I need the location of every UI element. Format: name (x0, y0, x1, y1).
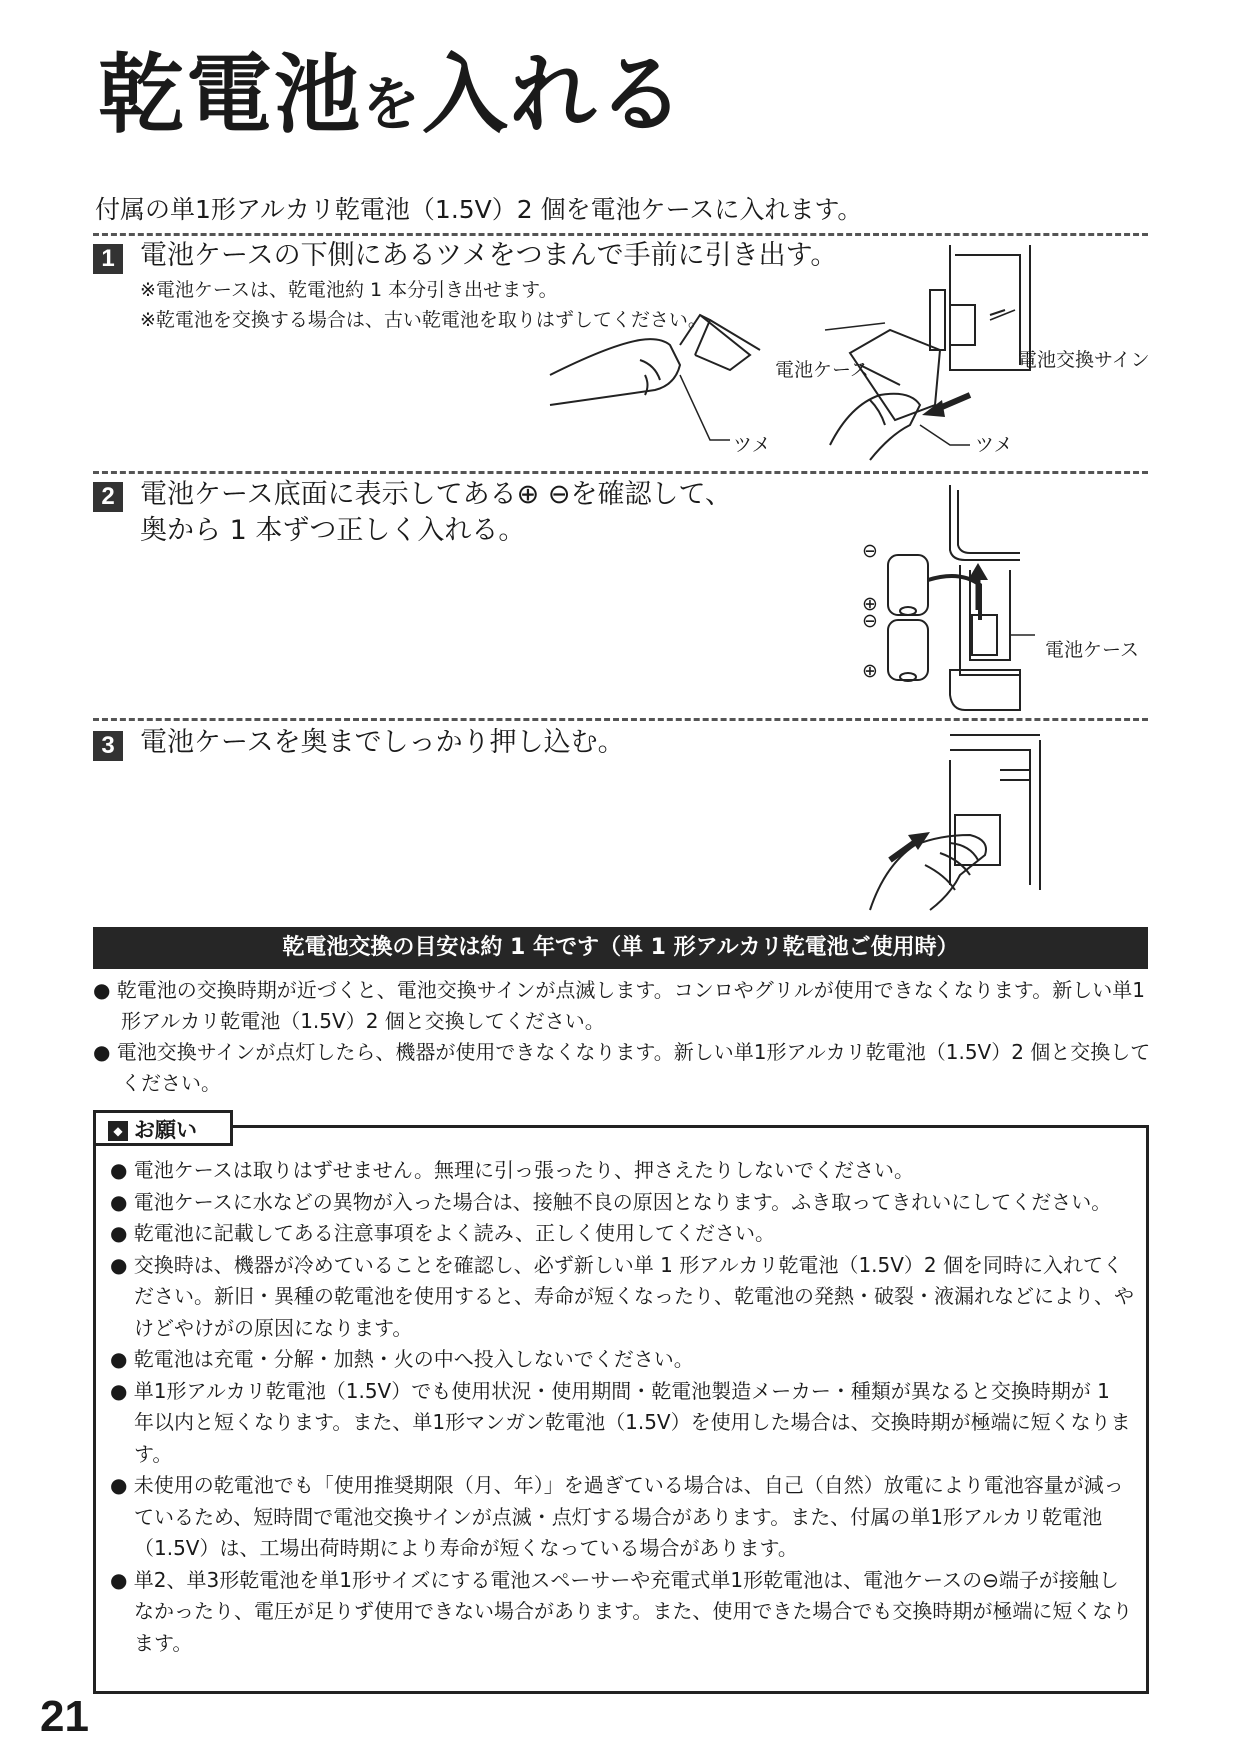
step-1-note-2: ※乾電池を交換する場合は、古い乾電池を取りはずしてください。 (140, 309, 707, 331)
page-number: 21 (40, 1692, 89, 1741)
battery-minus-2: ⊖ (862, 610, 878, 632)
warning-icon: ◆ (108, 1121, 128, 1141)
list-item: ● 乾電池に記載してある注意事項をよく読み、正しく使用してください。 (110, 1221, 776, 1245)
title-tail: 入れる (422, 44, 687, 145)
battery-minus-1: ⊖ (862, 540, 878, 562)
title-main: 乾電池 (98, 44, 362, 145)
list-item: ● 電池ケースに水などの異物が入った場合は、接触不良の原因となります。ふき取ってきれいにしてください。 (110, 1189, 1112, 1214)
list-item: ● 単1形アルカリ乾電池（1.5V）でも使用状況・使用期間・乾電池製造メーカー・種類が異なると交換時期が 1 年以内と短くなります。また、単1形マンガン乾電池（1.5V）を使用した場合は、交換時期が極端に短くなります。 (110, 1378, 1131, 1466)
label-claw-1: ツメ (733, 434, 771, 456)
divider (93, 471, 1148, 474)
step-3-illustration (860, 735, 1040, 920)
step-number: 1 (93, 244, 123, 274)
lifetime-notes (93, 975, 1151, 1099)
battery-plus-2: ⊕ (862, 660, 878, 682)
step-1-note-1: ※電池ケースは、乾電池約 1 本分引き出せます。 (140, 279, 558, 301)
lifetime-note: ● 電池交換サインが点灯したら、機器が使用できなくなります。新しい単1形アルカリ乾電池（1.5V）2 個と交換してください。 (93, 1040, 1151, 1095)
label-battery-case: 電池ケース (775, 359, 870, 381)
list-item: ● 単2、単3形乾電池を単1形サイズにする電池スペーサーや充電式単1形乾電池は、電池ケースの⊖端子が接触しなかったり、電圧が足りず使用できない場合があります。また、使用できた場合でも交換時期が極端に短くなります。 (110, 1567, 1133, 1655)
lifetime-note: ● 乾電池の交換時期が近づくと、電池交換サインが点滅します。コンロやグリルが使用できなくなります。新しい単1形アルカリ乾電池（1.5V）2 個と交換してください。 (93, 978, 1145, 1033)
step-1-text: 電池ケースの下側にあるツメをつまんで手前に引き出す。 (140, 240, 838, 271)
divider (93, 718, 1148, 721)
step-2-text-line-2: 奥から 1 本ずつ正しく入れる。 (140, 515, 526, 546)
title-particle: を (362, 70, 423, 138)
step-number: 3 (93, 731, 123, 761)
label-battery-case-2: 電池ケース (1045, 639, 1140, 661)
request-heading (93, 1110, 233, 1146)
list-item: ● 交換時は、機器が冷めていることを確認し、必ず新しい単 1 形アルカリ乾電池（1.5V）2 個を同時に入れてください。新旧・異種の乾電池を使用すると、寿命が短くなったり、乾電池の発熱・破裂・液漏れなどにより、やけどやけがの原因になります。 (110, 1252, 1134, 1340)
step-2-illustration (860, 485, 1060, 715)
request-list (110, 1155, 1135, 1659)
step-2-text-line-1: 電池ケース底面に表示してある⊕ ⊖を確認して、 (140, 479, 732, 510)
intro-text: 付属の単1形アルカリ乾電池（1.5V）2 個を電池ケースに入れます。 (95, 195, 863, 224)
label-battery-sign: 電池交換サイン (1018, 349, 1150, 371)
battery-lifetime-banner: 乾電池交換の目安は約 1 年です（単 1 形アルカリ乾電池ご使用時） (93, 927, 1148, 969)
divider (93, 233, 1148, 236)
list-item: ● 電池ケースは取りはずせません。無理に引っ張ったり、押さえたりしないでください。 (110, 1158, 915, 1182)
request-heading-text: お願い (134, 1118, 197, 1142)
step-number: 2 (93, 482, 123, 512)
battery-plus-1: ⊕ (862, 593, 878, 615)
step-3-text: 電池ケースを奥までしっかり押し込む。 (140, 727, 625, 758)
page-title (98, 44, 687, 145)
label-claw-2: ツメ (975, 434, 1013, 456)
list-item: ● 乾電池は充電・分解・加熱・火の中へ投入しないでください。 (110, 1347, 694, 1371)
list-item: ● 未使用の乾電池でも「使用推奨期限（月、年）」を過ぎている場合は、自己（自然）放電により電池容量が減っているため、短時間で電池交換サインが点滅・点灯する場合があります。また、付属の単1形アルカリ乾電池（1.5V）は、工場出荷時期により寿命が短くなっている場合があります。 (110, 1473, 1124, 1560)
